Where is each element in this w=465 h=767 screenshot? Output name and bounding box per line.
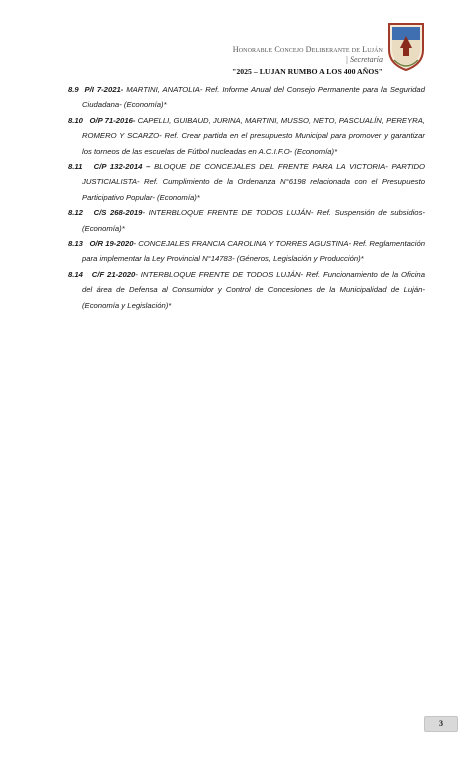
motto: "2025 – LUJAN RUMBO A LOS 400 AÑOS" (232, 67, 383, 76)
agenda-item: 8.10 O/P 71-2016- CAPELLI, GUIBAUD, JURINA, MARTINI, MUSSO, NETO, PASCUALÍN, PEREYRA, ROMERO Y SCARZO- Ref. Crear partida en el presupuesto Municipal para promover y garantizar los torneos de las escuelas de Fútbol nucleadas en A.C.I.F.O- (Economía)* (68, 115, 425, 156)
agenda-items (68, 82, 425, 313)
municipal-seal-icon (386, 20, 426, 72)
agenda-item: 8.12 C/S 268-2019- INTERBLOQUE FRENTE DE TODOS LUJÁN- Ref. Suspensión de subsidios- (Economía)* (68, 208, 425, 233)
organization-name: Honorable Concejo Deliberante de Luján (232, 45, 383, 54)
agenda-item: 8.14 C/F 21-2020- INTERBLOQUE FRENTE DE TODOS LUJÁN- Ref. Funcionamiento de la Oficina del área de Defensa al Consumidor y Control de Concesiones de la Municipalidad de Luján- (Economía y Legislación)* (68, 269, 425, 310)
section-name: | Secretaría (345, 55, 383, 64)
agenda-item: 8.9 P/I 7-2021- MARTINI, ANATOLIA- Ref. Informe Anual del Consejo Permanente para la Seguridad Ciudadana- (Economía)* (68, 85, 425, 110)
page-number: 3 (424, 716, 458, 732)
agenda-item: 8.13 O/R 19-2020- CONCEJALES FRANCIA CAROLINA Y TORRES AGUSTINA- Ref. Reglamentación para implementar la Ley Provincial N°14783- (Géneros, Legislación y Producción)* (68, 239, 425, 264)
letterhead (123, 45, 383, 76)
agenda-item: 8.11 C/P 132-2014 – BLOQUE DE CONCEJALES DEL FRENTE PARA LA VICTORIA- PARTIDO JUSTICIALISTA- Ref. Cumplimiento de la Ordenanza N°6198 relacionada con el Presupuesto Participativo Popular- (Economía)* (68, 162, 425, 202)
